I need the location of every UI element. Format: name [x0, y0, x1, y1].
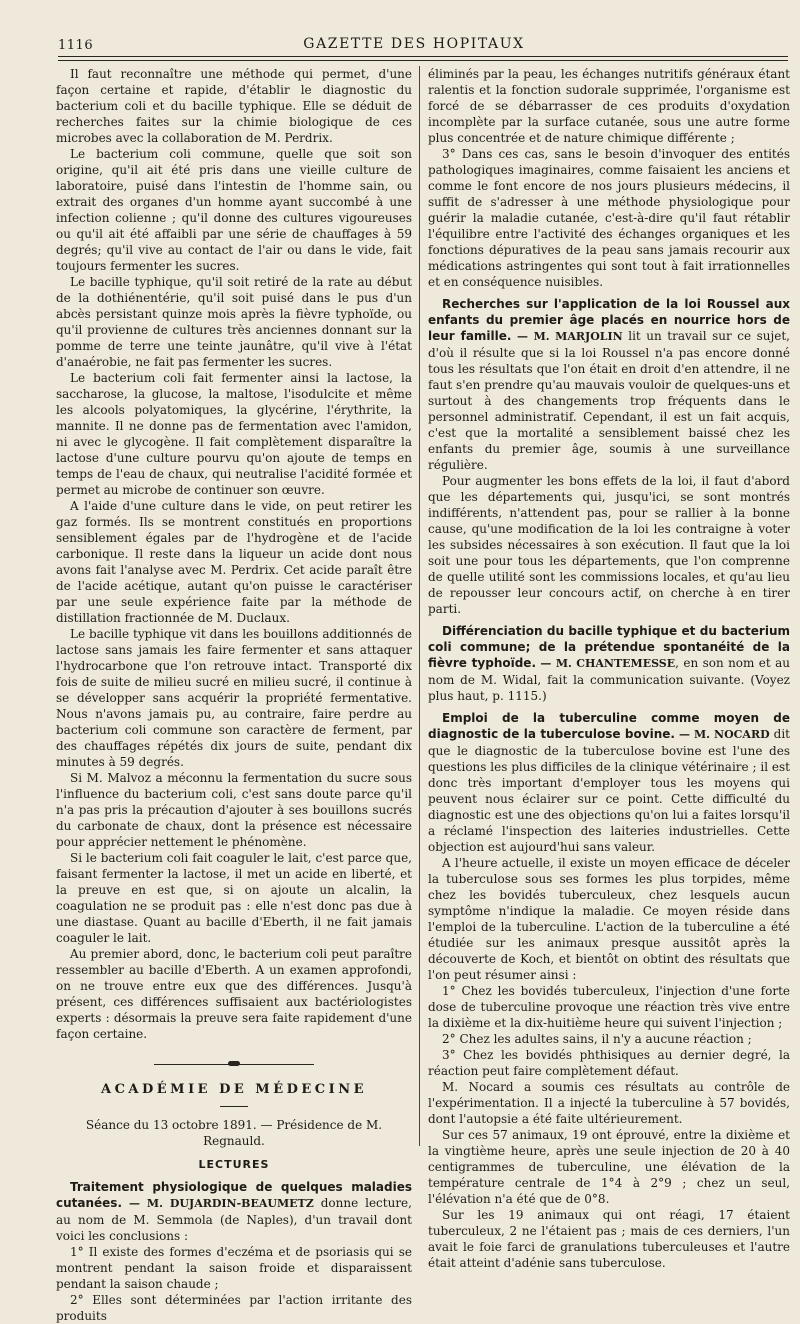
- paragraph: 2° Chez les adultes sains, il n'y a aucune réaction ;: [442, 1032, 752, 1046]
- page-header: [40, 28, 788, 58]
- article-author: — M. DUJARDIN-BEAUMETZ: [128, 1197, 314, 1210]
- paragraph: Il faut reconnaître une méthode qui permet, d'une façon certaine et rapide, d'établir le diagnostic du bacterium coli et du bacille typhique. Elle se déduit de recherches faites sur la chimie biologique de ces microbes avec la collaboration de M. Perdrix.: [56, 67, 412, 145]
- paragraph: Si le bacterium coli fait coaguler le lait, c'est parce que, faisant fermenter la lactose, il met un acide en liberté, et la preuve en est que, si on ajoute un alcalin, la coagulation ne se produit pas : elle n'est donc pas due à une diastase. Quant au bacille d'Eberth, il ne fait jamais coaguler le lait.: [56, 851, 412, 945]
- article-body: lit un travail sur ce sujet, d'où il résulte que si la loi Roussel n'a pas encore donné tous les résultats que l'on était en droit d'en attendre, il ne faut s'en prendre qu'au mauvais vouloir de quelques-uns et surtout à des changements trop fréquents dans le personnel administratif. Cependant, il est un fait acquis, c'est que la mortalité a sensiblement baissé chez les enfants du premier âge, soumis à une surveillance régulière.: [428, 329, 790, 472]
- article-author: — M. MARJOLIN: [517, 330, 623, 343]
- section-title: ACADÉMIE DE MÉDECINE: [100, 1082, 367, 1097]
- paragraph: 3° Chez les bovidés phthisiques au dernier degré, la réaction peut faire complètement défaut.: [428, 1048, 790, 1078]
- right-column: [428, 66, 790, 1270]
- paragraph: 3° Dans ces cas, sans le besoin d'invoquer des entités pathologiques imaginaires, comme faisaient les anciens et comme le font encore de nos jours plusieurs médecins, il suffit de s'adresser à une méthode physiologique pour guérir la maladie cutanée, c'est-à-dire qu'il faut rétablir l'équilibre entre l'activité des échanges organiques et les fonctions dépuratives de la peau sans jamais recourir aux médications astringentes qui sont tout à fait irrationnelles et en conséquence nuisibles.: [428, 147, 790, 289]
- article-intro: donne lecture, au nom de M. Semmola (de Naples), d'un travail dont voici les conclusions :: [56, 1196, 412, 1243]
- article-paragraph: [428, 623, 790, 704]
- paragraph: Le bacterium coli commune, quelle que soit son origine, qu'il ait été pris dans une vieille culture de laboratoire, puisé dans l'intestin de l'homme sain, ou extrait des organes d'un homme ayant succombé à une infection colienne ; qu'il donne des cultures vigoureuses ou qu'il ait été affaibli par une série de chauffages à 59 degrés; qu'il vive au contact de l'air ou dans le vide, fait toujours fermenter les sucres.: [56, 147, 412, 273]
- paragraph: Pour augmenter les bons effets de la loi, il faut d'abord que les départements qui, jusqu'ici, se sont montrés indifférents, n'attendent pas, pour se rallier à la bonne cause, qu'une modification de la loi les contraigne à voter les subsides nécessaires à son exécution. Il faut que la loi soit une pour tous les départements, que l'on comprenne de quelle utilité sont les commissions locales, et qu'au lieu de repousser leur concours actif, on cherche à en tirer parti.: [428, 474, 790, 616]
- header-rule: [58, 56, 788, 57]
- paragraph: Sur ces 57 animaux, 19 ont éprouvé, entre la dixième et la vingtième heure, après une seule injection de 20 à 40 centigrammes de tuberculine, une élévation de la température centrale de 1°4 à 2°9 ; chez un seul, l'élévation n'a été que de 0°8.: [428, 1128, 790, 1206]
- subsection-title: LECTURES: [198, 1158, 270, 1171]
- seance-line: Séance du 13 octobre 1891. — Présidence de M. Regnauld.: [85, 1118, 383, 1148]
- paragraph: A l'aide d'une culture dans le vide, on peut retirer les gaz formés. Ils se montrent constitués en proportions sensiblement égales par de l'hydrogène et de l'acide carbonique. Il reste dans la liqueur un acide dont nous avons fait l'analyse avec M. Perdrix. Cet acide paraît être de l'acide acétique, autant qu'on puisse le caractériser par une seule expérience faite par la méthode de distillation fractionnée de M. Duclaux.: [56, 499, 412, 625]
- left-column: [56, 66, 412, 1323]
- paragraph: Le bacille typhique vit dans les bouillons additionnés de lactose sans jamais les faire fermenter et sans attaquer l'hydrocarbone que l'on retrouve intact. Transporté dix fois de suite de milieu sucré en milieu sucré, il continue à se développer sans acquérir la propriété fermentative. Nous n'avons jamais pu, au contraire, faire perdre au bacterium coli commune son caractère de ferment, par des chauffages répétés dix jours de suite, pendant dix minutes à 59 degrés.: [56, 627, 412, 769]
- paragraph: 1° Chez les bovidés tuberculeux, l'injection d'une forte dose de tuberculine provoque une réaction très vive entre la dixième et la dix-huitième heure qui suivent l'injection ;: [428, 984, 790, 1030]
- article-paragraph: [428, 296, 790, 473]
- ornamental-divider: [56, 1060, 412, 1068]
- paragraph: Sur les 19 animaux qui ont réagi, 17 étaient tuberculeux, 2 ne l'étaient pas ; mais de ces derniers, l'un avait le foie farci de granulations tuberculeuses et l'autre était atteint d'adénie sans tuberculose.: [428, 1208, 790, 1270]
- conclusion-item: 1° Il existe des formes d'eczéma et de psoriasis qui se montrent pendant la saison froide et disparaissent pendant la saison chaude ;: [56, 1245, 412, 1291]
- column-divider: [419, 66, 420, 1146]
- paragraph: Si M. Malvoz a méconnu la fermentation du sucre sous l'influence du bacterium coli, c'est sans doute parce qu'il n'a pas pris la précaution d'ajouter à ses bouillons sucrés du carbonate de chaux, dont la présence est nécessaire pour apprécier nettement le phénomène.: [56, 771, 412, 849]
- article-author: — M. NOCARD: [678, 728, 770, 741]
- paragraph: Le bacterium coli fait fermenter ainsi la lactose, la saccharose, la glucose, la maltose, l'isodulcite et même les alcools polyatomiques, la glycérine, l'érythrite, la mannite. Il ne donne pas de fermentation avec l'amidon, ni avec le glycogène. Il fait complètement disparaître la lactose d'une culture pourvu qu'on ajoute de temps en temps de l'eau de chaux, qui neutralise l'acidité formée et permet au microbe de continuer son œuvre.: [56, 371, 412, 497]
- running-title: GAZETTE DES HOPITAUX: [303, 36, 525, 52]
- article-author: — M. CHANTEMESSE: [540, 657, 676, 670]
- paragraph: Le bacille typhique, qu'il soit retiré de la rate au début de la dothiénentérie, qu'il soit puisé dans le pus d'un abcès persistant quinze mois après la fièvre typhoïde, ou qu'il provienne de cultures très anciennes donnant sur la pomme de terre une teinte jaunâtre, qu'il vive à l'état d'anaérobie, ne fait pas fermenter les sucres.: [56, 275, 412, 369]
- short-rule: [220, 1106, 248, 1107]
- article-title: Emploi de la tuberculine comme moyen de diagnostic de la tuberculose bovine.: [428, 711, 790, 741]
- paragraph: Au premier abord, donc, le bacterium coli peut paraître ressembler au bacille d'Eberth. A un examen approfondi, on ne trouve entre eux que des différences. Jusqu'à présent, ces différences suffisaient aux bactériologistes experts : désormais la preuve sera faite rapidement d'une façon certaine.: [56, 947, 412, 1041]
- paragraph: éliminés par la peau, les échanges nutritifs généraux étant ralentis et la fonction sudorale supprimée, l'organisme est forcé de se débarrasser de ces produits d'oxydation incomplète par la surface cutanée, sous une autre forme plus concentrée et de nature chimique différente ;: [428, 67, 790, 145]
- page-number: 1116: [58, 38, 94, 53]
- article-body: , en son nom et au nom de M. Widal, fait la communication suivante. (Voyez plus haut, p. 1115.): [428, 656, 790, 703]
- header-rule-double: [58, 60, 788, 61]
- article-body: dit que le diagnostic de la tuberculose bovine est l'une des questions les plus difficiles de la clinique vétérinaire ; il est donc très important d'employer tous les moyens qui peuvent nous éclairer sur ce point. Cette difficulté du diagnostic est une des objections qu'on lui a faites lorsqu'il a réclamé l'inspection des laiteries industrielles. Cette objection est aujourd'hui sans valeur.: [428, 727, 790, 854]
- paragraph: M. Nocard a soumis ces résultats au contrôle de l'expérimentation. Il a injecté la tuberculine à 57 bovidés, dont l'autopsie a été faite ultérieurement.: [428, 1080, 790, 1126]
- article-title: Traitement physiologique de quelques maladies cutanées.: [56, 1180, 412, 1210]
- article-paragraph: [428, 710, 790, 855]
- conclusion-item: 2° Elles sont déterminées par l'action irritante des produits: [56, 1293, 412, 1323]
- divider-ornament: [228, 1061, 240, 1066]
- article-title: Différenciation du bacille typhique et du bacterium coli commune; de la prétendue spontanéité de la fièvre typhoïde.: [428, 624, 790, 670]
- paragraph: A l'heure actuelle, il existe un moyen efficace de déceler la tuberculose sous ses formes les plus torpides, même chez les bovidés tuberculeux, chez lesquels aucun symptôme n'indique la maladie. Ce moyen réside dans l'emploi de la tuberculine. L'action de la tuberculine a été étudiée sur les animaux presque aussitôt après la découverte de Koch, et bientôt on obtint des résultats que l'on peut résumer ainsi :: [428, 856, 790, 982]
- article-paragraph: [56, 1179, 412, 1244]
- article-title: Recherches sur l'application de la loi Roussel aux enfants du premier âge placés en nourrice hors de leur famille.: [428, 297, 790, 343]
